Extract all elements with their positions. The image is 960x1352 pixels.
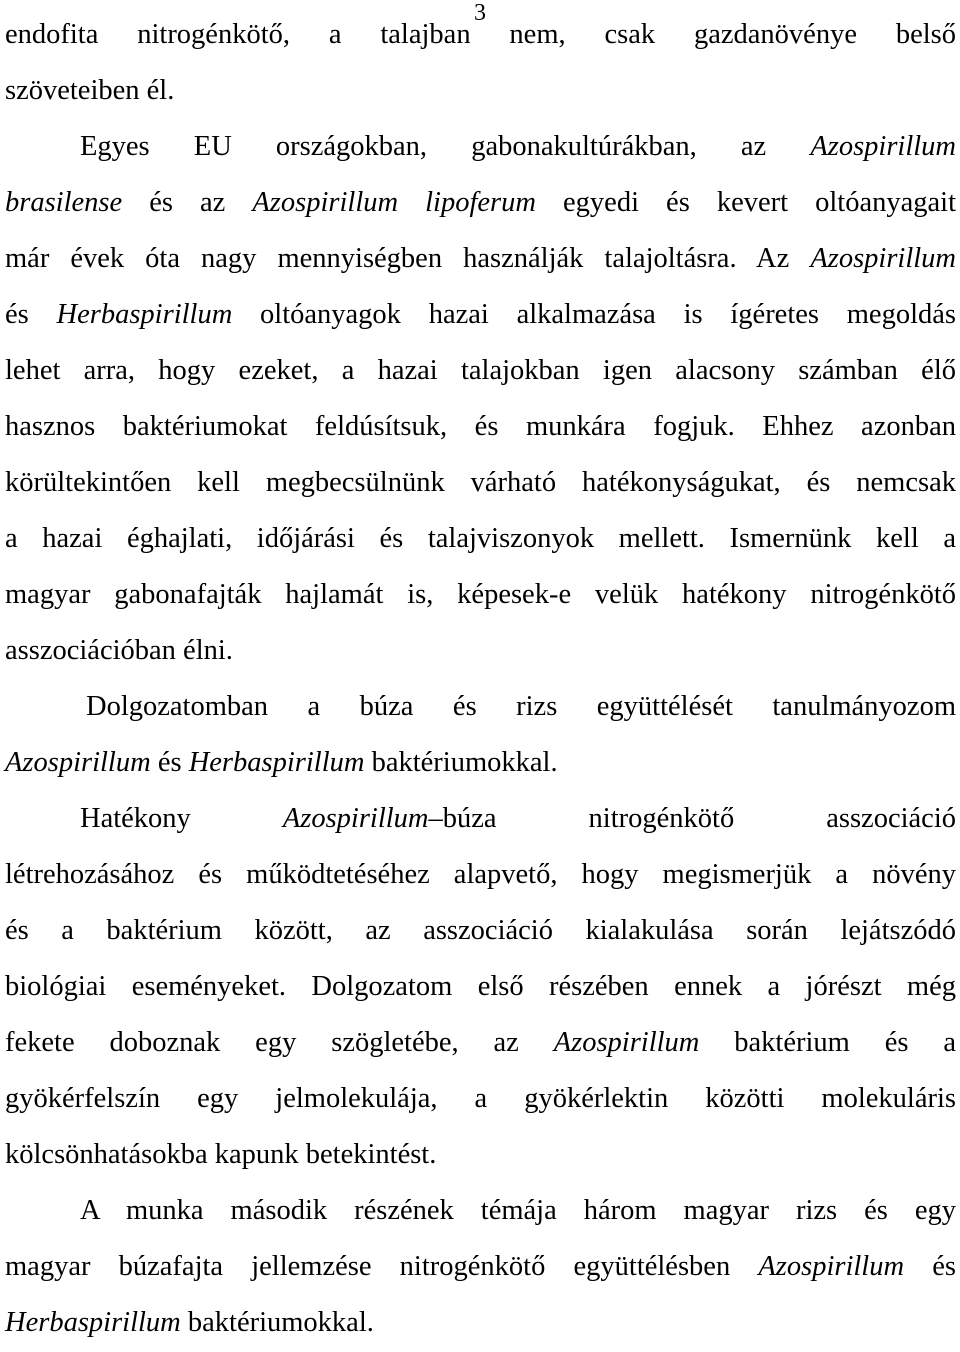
italic-term: Herbaspirillum bbox=[56, 299, 233, 330]
text-line bbox=[5, 186, 956, 220]
text-run: létrehozásához és működtetéséhez alapvető, hogy megismerjük a növény bbox=[5, 859, 956, 890]
text-line bbox=[5, 858, 956, 892]
text-run: fekete doboznak egy szögletébe, az bbox=[5, 1027, 554, 1058]
text-line bbox=[5, 1138, 956, 1172]
italic-term: Azospirillum bbox=[553, 1027, 700, 1058]
italic-term: Azospirillum bbox=[810, 243, 956, 274]
text-run: szöveteiben él. bbox=[5, 75, 175, 106]
text-line bbox=[5, 634, 956, 668]
text-run: endofita nitrogénkötő, a talajban nem, csak gazdanövénye belső bbox=[5, 19, 956, 50]
text-run: Dolgozatomban a búza és rizs együttélését tanulmányozom bbox=[86, 691, 956, 722]
text-run: már évek óta nagy mennyiségben használják talajoltásra. Az bbox=[5, 243, 811, 274]
text-run: A munka második részének témája három magyar rizs és egy bbox=[80, 1195, 956, 1226]
text-run: baktériumokkal. bbox=[180, 1307, 374, 1338]
text-line bbox=[5, 18, 956, 52]
text-line bbox=[5, 578, 956, 612]
text-line bbox=[5, 746, 956, 780]
italic-term: Azospirillum lipoferum bbox=[252, 187, 536, 218]
italic-term: Azospirillum bbox=[5, 747, 151, 778]
text-run: baktériumokkal. bbox=[364, 747, 558, 778]
text-run: –búza nitrogénkötő asszociáció bbox=[428, 803, 956, 834]
text-run: magyar gabonafajták hajlamát is, képesek-e velük hatékony nitrogénkötő bbox=[5, 579, 956, 610]
text-line bbox=[80, 1194, 956, 1228]
text-line bbox=[5, 298, 956, 332]
text-run: hasznos baktériumokat feldúsítsuk, és munkára fogjuk. Ehhez azonban bbox=[5, 411, 956, 442]
italic-term: brasilense bbox=[5, 187, 123, 218]
italic-term: Herbaspirillum bbox=[188, 747, 365, 778]
text-run: és az bbox=[122, 187, 253, 218]
text-line bbox=[80, 802, 956, 836]
text-run: kölcsönhatásokba kapunk betekintést. bbox=[5, 1139, 437, 1170]
text-run: a hazai éghajlati, időjárási és talajviszonyok mellett. Ismernünk kell a bbox=[5, 523, 956, 554]
text-run: magyar búzafajta jellemzése nitrogénkötő együttélésben bbox=[5, 1251, 759, 1282]
text-line bbox=[86, 690, 956, 724]
text-line bbox=[5, 354, 956, 388]
italic-term: Herbaspirillum bbox=[5, 1307, 181, 1338]
text-line bbox=[5, 914, 956, 948]
text-run: és bbox=[904, 1251, 956, 1282]
text-run: Hatékony bbox=[80, 803, 283, 834]
text-line bbox=[5, 1082, 956, 1116]
text-line bbox=[5, 970, 956, 1004]
text-run: egyedi és kevert oltóanyagait bbox=[535, 187, 956, 218]
text-line bbox=[5, 1026, 956, 1060]
text-line bbox=[5, 1250, 956, 1284]
text-run: Egyes EU országokban, gabonakultúrákban, az bbox=[80, 131, 811, 162]
text-run: asszociációban élni. bbox=[5, 635, 233, 666]
text-run: baktérium és a bbox=[699, 1027, 956, 1058]
text-line bbox=[5, 1306, 956, 1340]
text-run: és a baktérium között, az asszociáció kialakulása során lejátszódó bbox=[5, 915, 956, 946]
text-line bbox=[80, 130, 956, 164]
text-line bbox=[5, 74, 956, 108]
text-run: és bbox=[150, 747, 189, 778]
page-number: 3 bbox=[474, 0, 486, 26]
text-line bbox=[5, 410, 956, 444]
text-run: lehet arra, hogy ezeket, a hazai talajokban igen alacsony számban élő bbox=[5, 355, 956, 386]
italic-term: Azospirillum bbox=[282, 803, 429, 834]
text-run: gyökérfelszín egy jelmolekulája, a gyökérlektin közötti molekuláris bbox=[5, 1083, 956, 1114]
text-line bbox=[5, 466, 956, 500]
text-run: biológiai eseményeket. Dolgozatom első részében ennek a jórészt még bbox=[5, 971, 956, 1002]
text-run: és bbox=[5, 299, 57, 330]
text-run: oltóanyagok hazai alkalmazása is ígéretes megoldás bbox=[232, 299, 956, 330]
text-line bbox=[5, 522, 956, 556]
text-run: körültekintően kell megbecsülnünk várható hatékonyságukat, és nemcsak bbox=[5, 467, 956, 498]
text-line bbox=[5, 242, 956, 276]
italic-term: Azospirillum bbox=[810, 131, 956, 162]
italic-term: Azospirillum bbox=[758, 1251, 905, 1282]
